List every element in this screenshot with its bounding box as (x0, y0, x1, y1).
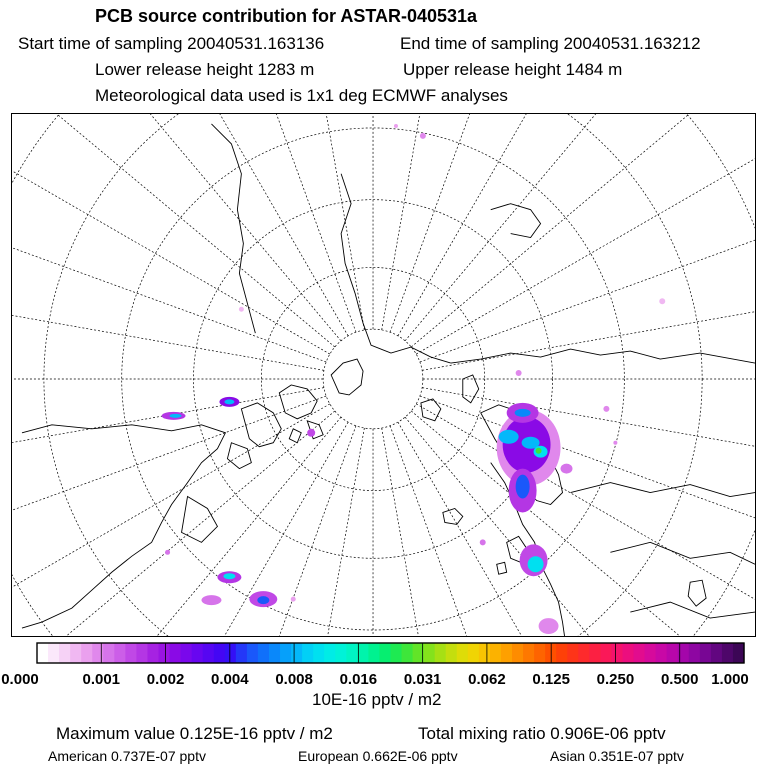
colorbar-cell (81, 643, 93, 663)
colorbar-cell (48, 643, 60, 663)
colorbar-tick-label: 0.062 (468, 671, 506, 688)
colorbar-cell (656, 643, 668, 663)
colorbar-cell (556, 643, 568, 663)
meridian-line-14 (11, 417, 341, 637)
meridian-line-25 (11, 113, 348, 336)
meridian-line-2 (422, 388, 756, 535)
colorbar-cell (280, 643, 292, 663)
end-time-label: End time of sampling 20040531.163212 (400, 34, 701, 53)
colorbar-cell (600, 643, 612, 663)
colorbar-tick-label: 0.250 (596, 671, 635, 688)
plume-europe-south-hot (516, 475, 530, 499)
siberia-coast (341, 174, 451, 363)
meridian-line-7 (398, 422, 756, 637)
colorbar-cell (611, 643, 623, 663)
colorbar-cell (313, 643, 325, 663)
plot-title: PCB source contribution for ASTAR-040531a (95, 6, 478, 26)
plume-us-south-hot (223, 573, 235, 579)
colorbar-cell (379, 643, 391, 663)
meridian-line-26 (66, 113, 356, 332)
colorbar-cell (645, 643, 657, 663)
colorbar-cell (446, 643, 458, 663)
colorbar-cell (59, 643, 71, 663)
start-time-label: Start time of sampling 20040531.163136 (18, 34, 325, 53)
colorbar-tick-label: 0.004 (211, 671, 249, 688)
colorbar-tick-label: 0.000 (1, 671, 39, 688)
colorbar-cell (357, 643, 369, 663)
colorbar-cell (181, 643, 193, 663)
colorbar-cell (622, 643, 634, 663)
colorbar-cell (70, 643, 82, 663)
meridian-line-4 (416, 404, 756, 637)
colorbar-cell (578, 643, 590, 663)
meridian-line-34 (416, 113, 756, 354)
colorbar-cell (424, 643, 436, 663)
colorbar-tick-label: 0.002 (146, 671, 185, 688)
american-contribution-label: American 0.737E-07 pptv (48, 748, 206, 764)
colorbar-cell (302, 643, 314, 663)
meridian-line-13 (11, 422, 348, 637)
colorbar-cell (667, 643, 679, 663)
colorbar-cell (634, 643, 646, 663)
polar-map (11, 113, 756, 637)
meridian-line-12 (66, 426, 356, 637)
plume-us-east-hot (257, 596, 269, 604)
colorbar-cell (346, 643, 358, 663)
colorbar-cell (125, 643, 137, 663)
colorbar-cell (501, 643, 513, 663)
colorbar-cell (402, 643, 414, 663)
svalbard-coast (421, 399, 441, 421)
colorbar-tick-label: 0.001 (82, 671, 121, 688)
max-value-label: Maximum value 0.125E-16 pptv / m2 (56, 724, 333, 743)
colorbar-cell (103, 643, 115, 663)
plume-europe-peak (536, 448, 542, 454)
colorbar-cell (490, 643, 502, 663)
meridian-line-33 (411, 113, 756, 347)
colorbar-cell (391, 643, 403, 663)
european-contribution-label: European 0.662E-06 pptv (298, 748, 458, 764)
plume-africa-edge (539, 618, 559, 634)
colorbar-tick-labels (1, 671, 749, 688)
colorbar-cell (170, 643, 182, 663)
patch-asia-1 (659, 298, 665, 304)
colorbar-cell (159, 643, 171, 663)
patch-asia-3 (613, 441, 617, 445)
greenland-coast (331, 359, 363, 395)
patch-siberia-2 (394, 124, 398, 128)
colorbar-cell (512, 643, 524, 663)
plume-canada-central-hot (224, 399, 234, 404)
meridian-line-23 (11, 113, 335, 347)
meteorological-data-label: Meteorological data used is 1x1 deg ECMWF analyses (95, 86, 508, 105)
colorbar-cell (214, 643, 226, 663)
latitude-circle-7 (11, 113, 756, 637)
colorbar-cell (589, 643, 601, 663)
colorbar-tick-label: 0.031 (403, 671, 442, 688)
patch-gulf-1 (291, 597, 296, 602)
plume-mediterranean-hot (528, 556, 544, 572)
north-america-inner-coast (182, 497, 218, 543)
colorbar-cells (37, 643, 745, 663)
coastline-outlines (22, 124, 755, 636)
asia-interior-coast (570, 483, 755, 618)
colorbar-cell (722, 643, 734, 663)
meridian-line-5 (411, 411, 756, 637)
colorbar-cell (192, 643, 204, 663)
colorbar-cell (247, 643, 259, 663)
patch-atlantic-1 (480, 539, 486, 545)
meridian-line-3 (420, 396, 756, 637)
alaska-coast (211, 124, 255, 333)
meridian-line-21 (11, 113, 326, 362)
plume-canada-west-hot (170, 414, 182, 418)
colorbar-cell (479, 643, 491, 663)
colorbar-cell (689, 643, 701, 663)
colorbar-cell (567, 643, 579, 663)
colorbar-tick-label: 1.000 (711, 671, 749, 688)
colorbar-cell (457, 643, 469, 663)
colorbar-cell (147, 643, 159, 663)
colorbar-unit-label: 10E-16 pptv / m2 (312, 690, 442, 709)
colorbar-tick-label: 0.008 (275, 671, 313, 688)
colorbar-cell (435, 643, 447, 663)
patch-pacific-2 (239, 307, 244, 312)
colorbar-cell (700, 643, 712, 663)
colorbar-cell (335, 643, 347, 663)
canadian-arctic-coast (227, 403, 281, 469)
caspian-coast (688, 580, 706, 606)
colorbar-cell (136, 643, 148, 663)
north-america-coast (22, 425, 225, 628)
colorbar-cell (291, 643, 303, 663)
colorbar-tick-label: 0.016 (339, 671, 378, 688)
meridian-line-31 (398, 113, 756, 336)
meridian-line-15 (11, 411, 335, 637)
colorbar-tick-label: 0.125 (532, 671, 570, 688)
colorbar-tick-label: 0.500 (660, 671, 699, 688)
patch-atlantic-2 (516, 370, 522, 376)
russia-coast (451, 349, 755, 363)
concentration-plumes (162, 124, 666, 634)
latitude-circle-6 (11, 113, 756, 637)
colorbar-cell (733, 643, 745, 663)
colorbar-cell (468, 643, 480, 663)
colorbar (0, 638, 768, 690)
patch-asia-2 (603, 406, 609, 412)
plume-us-southwest (201, 595, 221, 605)
meridian-line-24 (11, 113, 341, 341)
colorbar-cell (523, 643, 535, 663)
lower-release-height-label: Lower release height 1283 m (95, 60, 315, 79)
meridian-line-29 (382, 113, 529, 330)
meridian-line-36 (422, 223, 756, 370)
meridian-line-16 (11, 404, 330, 637)
graticule-grid (11, 113, 756, 637)
patch-arctic-1 (307, 429, 315, 437)
latitude-circle-4 (122, 128, 625, 630)
colorbar-cell (711, 643, 723, 663)
colorbar-cell (269, 643, 281, 663)
plume-east-europe (561, 464, 573, 474)
colorbar-cell (203, 643, 215, 663)
plume-europe-hot-1 (499, 430, 519, 444)
arctic-islands-coast (279, 385, 323, 443)
patch-siberia-1 (420, 133, 426, 139)
colorbar-cell (236, 643, 248, 663)
latitude-circle-1 (323, 329, 423, 429)
colorbar-cell (534, 643, 546, 663)
total-mixing-ratio-label: Total mixing ratio 0.906E-06 pptv (418, 724, 666, 743)
colorbar-cell (225, 643, 237, 663)
colorbar-cell (258, 643, 270, 663)
asian-contribution-label: Asian 0.351E-07 pptv (550, 748, 684, 764)
plume-europe-north-hot (515, 409, 531, 417)
upper-release-height-label: Upper release height 1484 m (403, 60, 623, 79)
colorbar-cell (92, 643, 104, 663)
meridian-line-30 (390, 113, 680, 332)
colorbar-cell (114, 643, 126, 663)
patch-pacific-1 (165, 550, 170, 555)
colorbar-cell (324, 643, 336, 663)
colorbar-cell (37, 643, 49, 663)
meridian-line-22 (11, 113, 330, 354)
colorbar-cell (368, 643, 380, 663)
meridian-line-20 (11, 223, 324, 370)
latitude-circle-5 (44, 113, 702, 637)
